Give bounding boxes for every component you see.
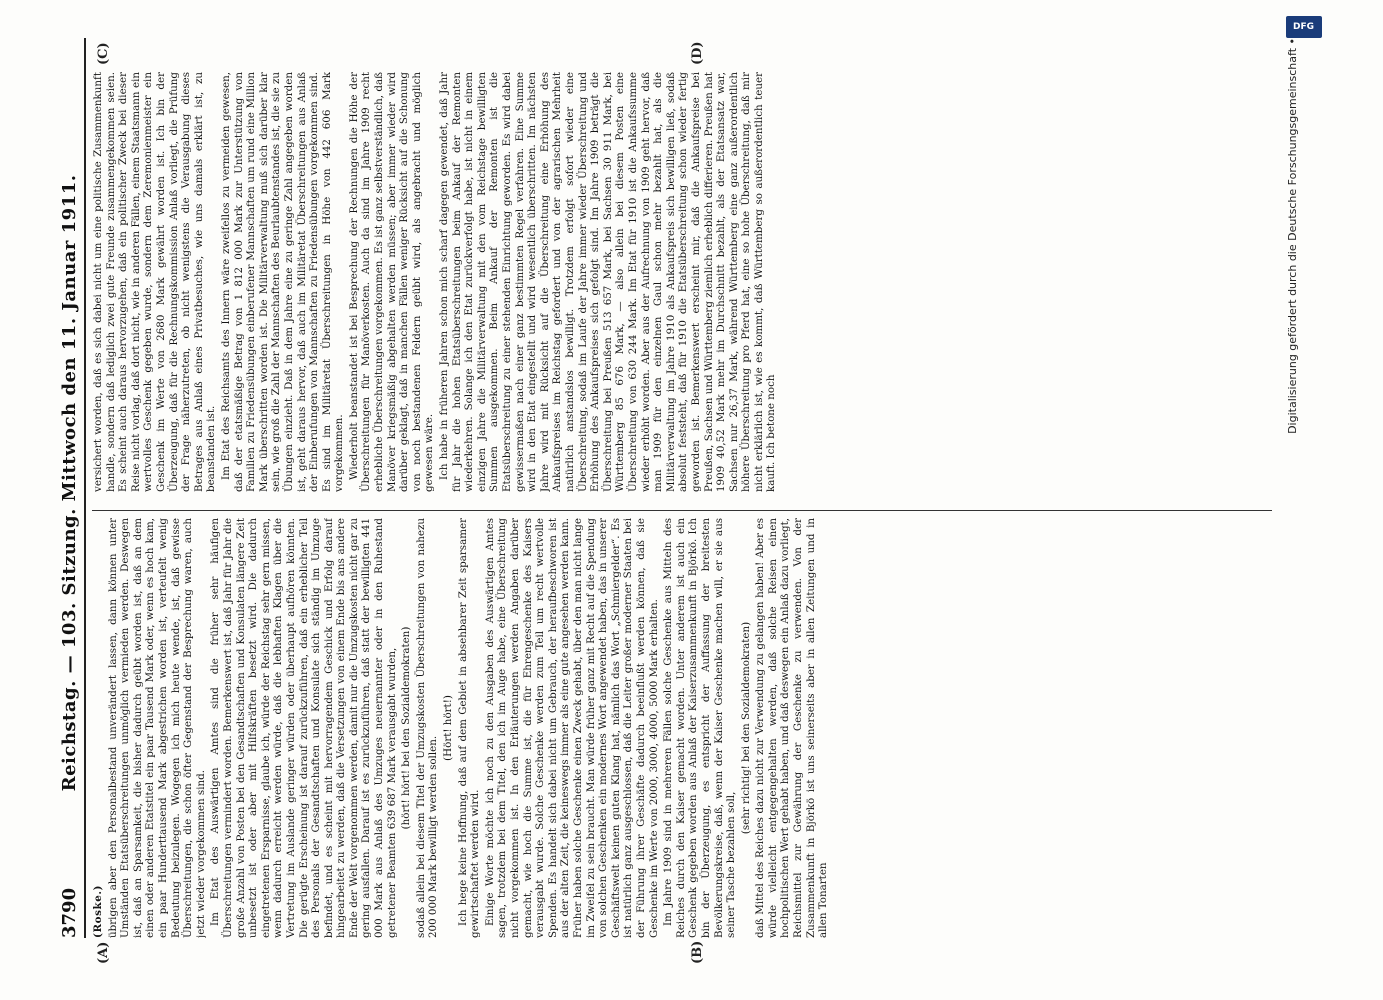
dfg-logo: DFG — [1286, 16, 1322, 38]
marker-d: (D) — [690, 41, 705, 65]
paragraph: daß Mittel des Reiches dazu nicht zur Verwendung zu gelangen haben! Aber es würde vielleicht entgegengehalten werden, daß solche Reisen einen hochpolitischen Wert gehabt haben, und daß deswegen ein Anlaß dazu vorliegt, Reichsmittel zur Gewährung der Geschenke zu verwenden. Von der Zusammenkunft in Björkö ist uns seinerseits aber in allen Zeitungen und in allen Tonarten — [754, 518, 830, 938]
paragraph: Wiederholt beanstandet ist bei Besprechung der Rechnungen die Höhe der Überschreitungen für Manöverkosten. Auch da sind im Jahre 1909 recht erhebliche Überschreitungen vorgekommen. Es ist ganz selbstverständlich, daß Manöver kriegsmäßig abgehalten werden müssen; aber immer wieder wird darüber geklagt, daß in manchen Fällen weniger Rücksicht auf die Schonung von noch bestandenen Feldern geübt wird, als angebracht und möglich gewesen wäre. — [347, 72, 436, 492]
paragraph: Ich hege keine Hoffnung, daß auf dem Gebiet in absehbarer Zeit sparsamer gewirtschaftet werden wird. — [456, 518, 482, 938]
paragraph: Im Etat des Reichsamts des Innern wäre zweifellos zu vermeiden gewesen, daß der etatsmäßige Betrag von 1 812 000 Mark zur Unterstützung von Familien zu Friedensübungen einberufener Mannschaften um rund eine Million Mark überschritten worden ist. Die Militärverwaltung muß sich darüber klar sein, wie groß die Zahl der Mannschaften des Beurlaubtenstandes ist, die sie zu Übungen einzieht. Daß in dem Jahre eine zu geringe Zahl angegeben worden ist, geht daraus hervor, daß auch im Militäretat Überschreitungen aus Anlaß der Einberufungen von Mannschaften zu Friedensübungen vorgekommen sind. Es sind im Militäretat Überschreitungen in Höhe von 442 606 Mark vorgekommen. — [219, 72, 346, 492]
paragraph: versichert worden, daß es sich dabei nicht um eine politische Zusammenkunft handle, sondern daß lediglich zwei gute Freunde zusammengekommen seien. Es scheint auch daraus hervorzugehen, daß ein politischer Zweck bei dieser Reise nicht vorlag, daß dort nicht, wie in anderen Fällen, einem Staatsmann ein wertvolles Geschenk gegeben wurde, sondern dem Zeremonienmeister ein Geschenk im Werte von 2680 Mark gewährt worden ist. Ich bin der Überzeugung, daß für die Rechnungskommission Anlaß vorliegt, die Prüfung der Frage näherzutreten, ob nicht wenigstens die Verausgabung dieses Betrages aus Anlaß eines Privatbesuches, wie uns damals erklärt ist, zu beanstanden ist. — [92, 72, 218, 492]
interjection: (sehr richtig! bei den Sozialdemokraten) — [739, 621, 752, 835]
digitization-note: Digitalisierung gefördert durch die Deutsche Forschungsgemeinschaft • — [1286, 38, 1299, 434]
marker-c: (C) — [96, 42, 111, 65]
page-number: 3790 — [59, 887, 80, 938]
column-divider — [92, 510, 1272, 511]
left-column — [92, 518, 1272, 938]
paragraph: Im Etat des Auswärtigen Amtes sind die früher sehr häufigen Überschreitungen vermindert worden. Bemerkenswert ist, daß Jahr für Jahr die große Anzahl von Posten bei den Gesandtschaften und Konsulaten längere Zeit unbesetzt ist oder aber mit Hilfskräften besetzt wird. Die dadurch eingetretenen Ersparnisse, glaube ich, würde der Reichstag sehr gern missen, wenn dadurch erreicht werden würde, daß die lebhaften Klagen über die Vertretung im Auslande geringer würden oder überhaupt aufhören könnten. Die gerügte Erscheinung ist darauf zurückzuführen, daß ein erheblicher Teil des Personals der Gesandtschaften und Konsulate sich ständig im Umzuge befindet, und es scheint mit hervorragendem Geschick und Erfolg darauf hingearbeitet zu werden, daß die Versetzungen von einem Ende bis ans andere Ende der Welt vorgenommen werden, damit nur die Umzugskosten nicht gar zu gering ausfallen. Darauf ist es zurückzuführen, daß statt der bewilligten 441 000 Mark aus Anlaß des Umzuges neuernannter oder in den Ruhestand getretener Beamten 639 687 Mark verausgabt wurden, — [209, 518, 398, 938]
page-title: Reichstag. — 103. Sitzung. Mittwoch den 11. Januar 1911. — [59, 174, 80, 792]
paragraph: sodaß allein bei diesem Titel der Umzugskosten Überschreitungen von nahezu 200 000 Mark bewilligt werden sollen. — [414, 518, 440, 938]
page-header — [40, 38, 86, 938]
interjection: (Hört! hört!) — [442, 695, 455, 761]
paragraph: Einige Worte möchte ich noch zu den Ausgaben des Auswärtigen Amtes sagen, trotzdem bei dem Titel, den ich im Auge habe, eine Überschreitung nicht vorgekommen ist. In den Erläuterungen werden Angaben darüber gemacht, wie hoch die Summe ist, die für Ehrengeschenke des Kaisers verausgabt wurde. Solche Geschenke werden zum Teil um recht wertvolle Spenden. Es handelt sich dabei nicht um Gebrauch, der heraufbeschworen ist aus der alten Zeit, die keineswegs immer als eine gute angesehen werden kann. Früher haben solche Geschenke einen Zweck gehabt, über den man nicht lange im Zweifel zu sein braucht. Man würde früher ganz mit Recht auf die Spendung von solchen Geschenken ein modernes Wort angewendet haben, das in unserer Geschäftswelt keinen guten Klang hat, nämlich das Wort „Schmiergelder“. Es ist natürlich ganz ausgeschlossen, daß die Leiter großer moderner Staaten bei der Führung ihrer Geschäfte dadurch beeinflußt werden können, daß sie Geschenke im Werte von 2000, 3000, 4000, 5000 Mark erhalten. — [483, 518, 660, 938]
speaker-tag: (Roske.) — [92, 884, 104, 938]
paragraph: Im Jahre 1909 sind in mehreren Fällen solche Geschenke aus Mitteln des Reiches durch den Kaiser gemacht worden. Unter anderem ist auch ein Geschenk gegeben worden aus Anlaß der Kaiserzusammenkunft in Björkö. Ich bin der Überzeugung, es entspricht der Auffassung der breitesten Bevölkerungskreise, daß, wenn der Kaiser Geschenke machen will, er sie aus seiner Tasche bezahlen soll, — [662, 518, 738, 938]
right-column — [92, 72, 1272, 492]
paragraph: Ich habe in früheren Jahren schon mich scharf dagegen gewendet, daß Jahr für Jahr die hohen Etatsüberschreitungen beim Ankauf der Remonten wiederkehren. Solange ich den Etat zurückverfolgt habe, ist nicht in einem einzigen Jahre die Militärverwaltung mit den vom Reichstage bewilligten Summen ausgekommen. Beim Ankauf der Remonten ist die Etatsüberschreitung zu einer stehenden Einrichtung geworden. Es wird dabei gewissermaßen nach einer ganz bestimmten Regel verfahren. Eine Summe wird in den Etat eingestellt und wird wesentlich überschritten. Im nächsten Jahre wird mit Rücksicht auf die Überschreitung eine Erhöhung des Ankaufspreises im Reichstag gefordert und von der agrarischen Mehrheit natürlich anstandslos bewilligt. Trotzdem erfolgt sofort wieder eine Überschreitung, sodaß im Laufe der Jahre immer wieder Überschreitung und Erhöhung des Ankaufspreises sich gefolgt sind. Im Jahre 1909 beträgt die Überschreitung bei Preußen 513 657 Mark, bei Sachsen 30 911 Mark, bei Württemberg 85 676 Mark, — also allein bei diesem Posten eine Überschreitung von 630 244 Mark. Im Etat für 1910 ist die Ankaufssumme wieder erhöht worden. Aber aus der Aufrechnung von 1909 geht hervor, daß man 1909 für den einzelnen Gaul schon mehr bezahlt hat, als die Militärverwaltung im Jahre 1910 als Ankaufspreis sich bewilligen ließ, sodaß absolut feststeht, daß für 1910 die Etatsüberschreitung schon wieder fertig geworden ist. Bemerkenswert erscheint mir, daß die Ankaufspreise bei Preußen, Sachsen und Württemberg ziemlich erheblich differieren. Preußen hat 1909 40,52 Mark mehr im Durchschnitt bezahlt, als der Etatsansatz war, Sachsen nur 26,37 Mark, während Württemberg eine ganz außerordentlich höhere Überschreitung pro Pferd hat, eine so hohe Überschreitung, daß mir nicht erklärlich ist, wie es kommt, daß Württemberg so außerordentlich teuer kauft. Ich betone noch — [438, 72, 778, 492]
marker-a: (A) — [96, 941, 111, 964]
paragraph: übrigen aber den Personalbestand unverändert lassen, dann können unter Umständen Etatsüberschreitungen unmöglich vermieden werden. Deswegen ist, daß an Sparsamkeit, die bisher dadurch geübt worden ist, daß an dem einen oder anderen Etatstitel ein paar Tausend Mark oder, wenn es hoch kam, ein paar Hunderttausend Mark abgestrichen worden ist, verteufelt wenig Bedeutung beizulegen. Wogegen ich mich heute wende, ist, daß gewisse Überschreitungen, die schon öfter Gegenstand der Besprechung waren, auch jetzt wieder vorgekommen sind. — [106, 518, 207, 938]
interjection: (hört! hört! bei den Sozialdemokraten) — [400, 626, 413, 830]
marker-b: (B) — [690, 940, 705, 964]
